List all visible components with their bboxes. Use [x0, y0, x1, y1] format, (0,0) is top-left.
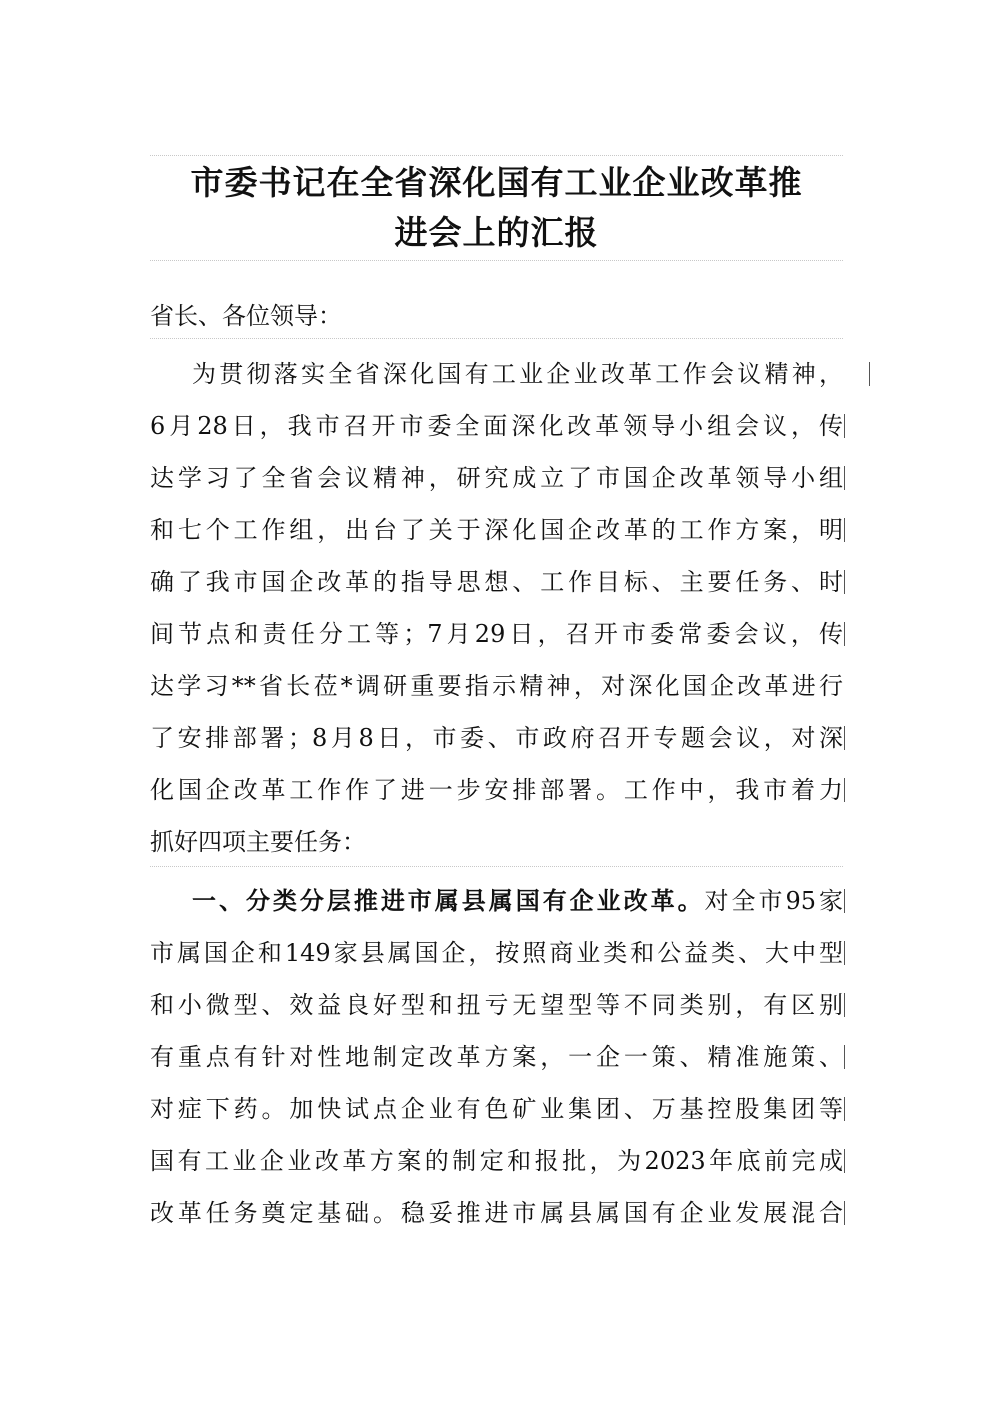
- line-end-mark: [844, 941, 845, 965]
- line-end-mark: [844, 1149, 845, 1173]
- line-end-mark: [844, 414, 845, 438]
- paragraph-2-line: 对症下药。加快试点企业有色矿业集团、万基控股集团等: [150, 1095, 843, 1123]
- paragraph-2-text: 对全市95家: [704, 887, 843, 915]
- title-line-2: 进会上的汇报: [394, 213, 599, 252]
- paragraph-1-line: 间节点和责任分工等；7月29日，召开市委常委会议，传: [150, 620, 843, 648]
- line-end-mark: [844, 1045, 845, 1069]
- paragraph-1-line: 达学习**省长莅*调研重要指示精神，对深化国企改革进行: [150, 672, 843, 700]
- salutation-rule: [150, 338, 843, 339]
- title-top-rule: [150, 155, 843, 156]
- paragraph-2-line: 和小微型、效益良好型和扭亏无望型等不同类别，有区别: [150, 991, 843, 1019]
- paragraph-2-line: 市属国企和149家县属国企，按照商业类和公益类、大中型: [150, 939, 843, 967]
- paragraph-1-line: 和七个工作组，出台了关于深化国企改革的工作方案，明: [150, 516, 843, 544]
- paragraph-2-line: 国有工业企业改革方案的制定和报批，为2023年底前完成: [150, 1147, 843, 1175]
- salutation: 省长、各位领导：: [150, 302, 342, 330]
- title-line-1: 市委书记在全省深化国有工业企业改革推: [190, 163, 803, 202]
- paragraph-1-line: 了安排部署；8月8日，市委、市政府召开专题会议，对深: [150, 724, 843, 752]
- paragraph-1-line: 抓好四项主要任务：: [150, 828, 366, 856]
- paragraph-1-rule: [150, 866, 843, 867]
- line-end-mark: [844, 518, 845, 542]
- line-end-mark: [844, 622, 845, 646]
- paragraph-1-line: 确了我市国企改革的指导思想、工作目标、主要任务、时: [150, 568, 843, 596]
- paragraph-2-line: 改革任务奠定基础。稳妥推进市属县属国有企业发展混合: [150, 1199, 843, 1227]
- title-bottom-rule: [150, 260, 843, 261]
- paragraph-1-line: 化国企改革工作作了进一步安排部署。工作中，我市着力: [150, 776, 843, 804]
- section-heading: 一、分类分层推进市属县属国有企业改革。: [192, 887, 705, 915]
- paragraph-1-line: 为贯彻落实全省深化国有工业企业改革工作会议精神，: [192, 360, 843, 388]
- line-end-mark: [844, 1201, 845, 1225]
- document-title: [150, 158, 843, 258]
- line-end-mark: [869, 362, 870, 386]
- line-end-mark: [844, 993, 845, 1017]
- line-end-mark: [844, 889, 845, 913]
- line-end-mark: [844, 570, 845, 594]
- paragraph-2-line: 有重点有针对性地制定改革方案，一企一策、精准施策、: [150, 1043, 843, 1071]
- line-end-mark: [844, 1097, 845, 1121]
- line-end-mark: [844, 726, 845, 750]
- paragraph-1-line: 6月28日，我市召开市委全面深化改革领导小组会议，传: [150, 412, 843, 440]
- paragraph-2-first-line: [192, 875, 843, 927]
- line-end-mark: [844, 466, 845, 490]
- line-end-mark: [844, 778, 845, 802]
- paragraph-1-line: 达学习了全省会议精神，研究成立了市国企改革领导小组: [150, 464, 843, 492]
